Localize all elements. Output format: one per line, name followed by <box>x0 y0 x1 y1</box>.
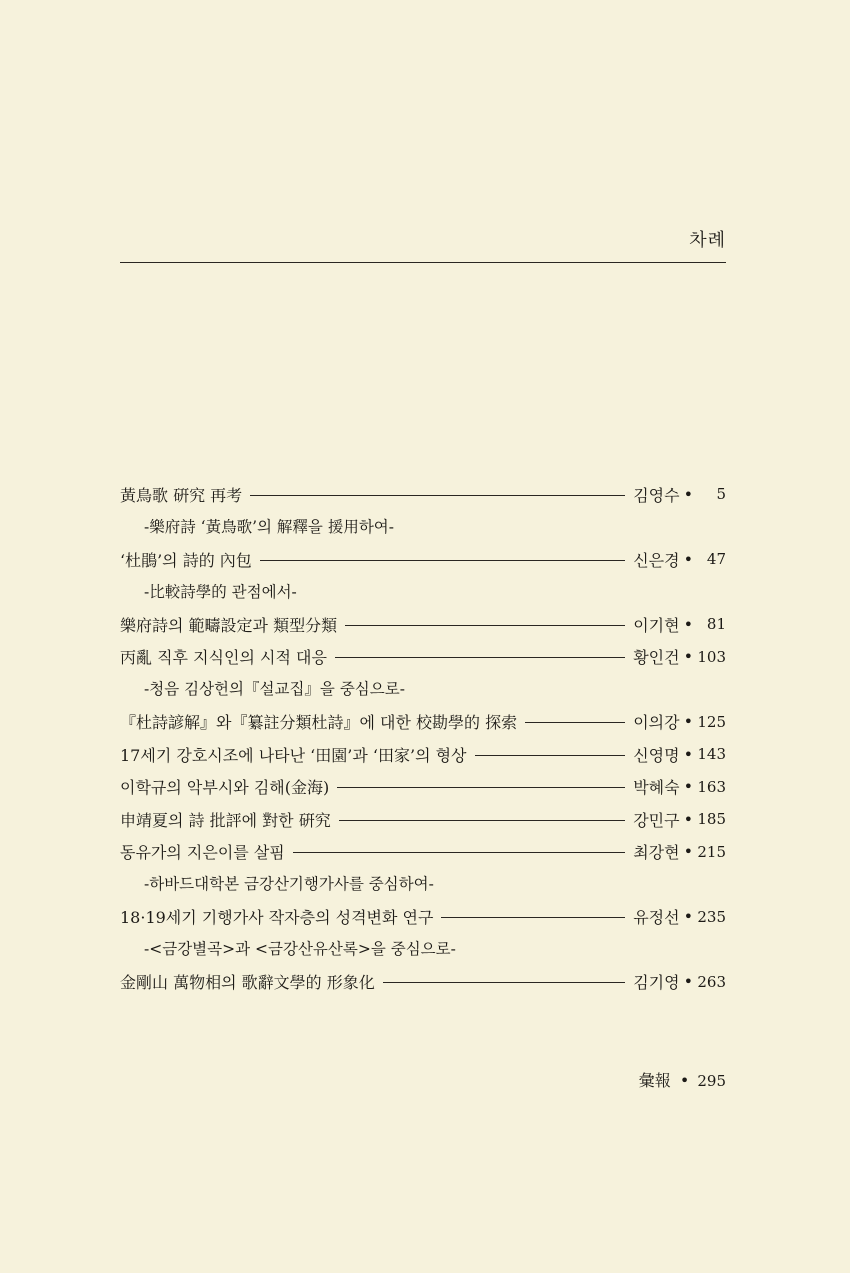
footer-entry <box>639 1068 726 1091</box>
toc-entry-subtitle: -樂府詩 ‘黃鳥歌’의 解釋을 援用하여- <box>144 517 395 536</box>
bullet-separator: • <box>683 484 693 504</box>
toc-entry-author: 김영수 <box>633 485 680 505</box>
toc-entry-subtitle: -하바드대학본 금강산기행가사를 중심하여- <box>144 875 434 893</box>
leader-line <box>337 787 625 788</box>
toc-entry-page-number: 103 <box>697 647 726 666</box>
toc-entry-title: 이학규의 악부시와 김해(金海) <box>120 778 330 798</box>
toc-entry-title: 동유가의 지은이를 살핌 <box>120 843 285 863</box>
toc-entry-page-number: 235 <box>697 907 726 926</box>
toc-entry <box>120 771 726 804</box>
bullet-separator: • <box>683 777 693 797</box>
footer-page-number: 295 <box>697 1072 726 1090</box>
toc-entry-title: 金剛山 萬物相의 歌辭文學的 形象化 <box>120 973 375 993</box>
toc-entry <box>120 836 726 869</box>
toc-entry-title: 『杜詩諺解』와『纂註分類杜詩』에 대한 校勘學的 探索 <box>120 713 518 733</box>
toc-entry-page-number: 215 <box>697 842 726 861</box>
toc-entry <box>120 966 726 999</box>
leader-line <box>383 982 625 983</box>
bullet-separator: • <box>683 842 693 862</box>
toc-entry-page-number: 263 <box>697 972 726 991</box>
bullet-separator: • <box>683 647 693 667</box>
leader-line <box>475 755 626 756</box>
toc-entry <box>120 706 726 739</box>
toc-entry-title: ‘杜鵑’의 詩的 內包 <box>120 550 252 570</box>
leader-line <box>525 722 625 723</box>
toc-entry <box>120 901 726 934</box>
toc-entry-page-number: 163 <box>697 777 726 796</box>
page-title: 차례 <box>689 230 726 251</box>
toc-entry-author: 황인건 <box>633 648 680 668</box>
toc-entry-title: 丙亂 직후 지식인의 시적 대응 <box>120 648 327 668</box>
bullet-separator: • <box>683 744 693 764</box>
toc-entry-title: 黃鳥歌 硏究 再考 <box>120 485 243 505</box>
header-rule <box>120 262 726 263</box>
toc-entry <box>120 738 726 771</box>
leader-line <box>293 852 625 853</box>
toc-entry <box>120 641 726 674</box>
toc-entry-author: 신영명 <box>633 745 680 765</box>
leader-line <box>339 820 625 821</box>
bullet-separator: • <box>683 972 693 992</box>
leader-line <box>335 657 625 658</box>
bullet-separator: • <box>683 549 693 569</box>
leader-line <box>441 917 625 918</box>
toc-entry-author: 박혜숙 <box>633 778 680 798</box>
toc-entry <box>120 803 726 836</box>
toc-entry-title: 樂府詩의 範疇設定과 類型分類 <box>120 615 338 635</box>
bullet-separator: • <box>683 907 693 927</box>
table-of-contents <box>120 478 726 998</box>
toc-entry-page-number: 47 <box>706 550 726 569</box>
toc-entry-title: 17세기 강호시조에 나타난 ‘田園’과 ‘田家’의 형상 <box>120 745 467 765</box>
toc-entry-author: 강민구 <box>633 810 680 830</box>
toc-entry-author: 유정선 <box>633 908 680 928</box>
toc-entry <box>120 478 726 511</box>
bullet-separator: • <box>679 1071 690 1090</box>
toc-entry-author: 최강현 <box>633 843 680 863</box>
toc-entry-subtitle: -比較詩學的 관점에서- <box>144 582 297 601</box>
toc-entry-page-number: 81 <box>706 615 726 634</box>
toc-entry <box>120 608 726 641</box>
toc-entry-title: 申靖夏의 詩 批評에 對한 硏究 <box>120 810 331 830</box>
leader-line <box>345 625 625 626</box>
footer-label: 彙報 <box>638 1071 671 1090</box>
bullet-separator: • <box>683 614 693 634</box>
toc-entry-page-number: 185 <box>697 810 726 829</box>
toc-entry-author: 김기영 <box>633 973 680 993</box>
leader-line <box>260 560 625 561</box>
toc-entry-author: 신은경 <box>633 550 680 570</box>
toc-entry-author: 이의강 <box>633 713 680 733</box>
toc-entry-page-number: 125 <box>697 712 726 731</box>
leader-line <box>250 495 625 496</box>
toc-entry-subtitle: -<금강별곡>과 <금강산유산록>을 중심으로- <box>144 940 456 958</box>
bullet-separator: • <box>683 809 693 829</box>
toc-entry-page-number: 143 <box>697 745 726 764</box>
toc-entry-page-number: 5 <box>716 485 726 504</box>
toc-entry-author: 이기현 <box>633 615 680 635</box>
toc-entry <box>120 543 726 576</box>
bullet-separator: • <box>683 712 693 732</box>
toc-entry-title: 18·19세기 기행가사 작자층의 성격변화 연구 <box>120 908 434 928</box>
toc-entry-subtitle: -청음 김상헌의『설교집』을 중심으로- <box>144 680 405 698</box>
